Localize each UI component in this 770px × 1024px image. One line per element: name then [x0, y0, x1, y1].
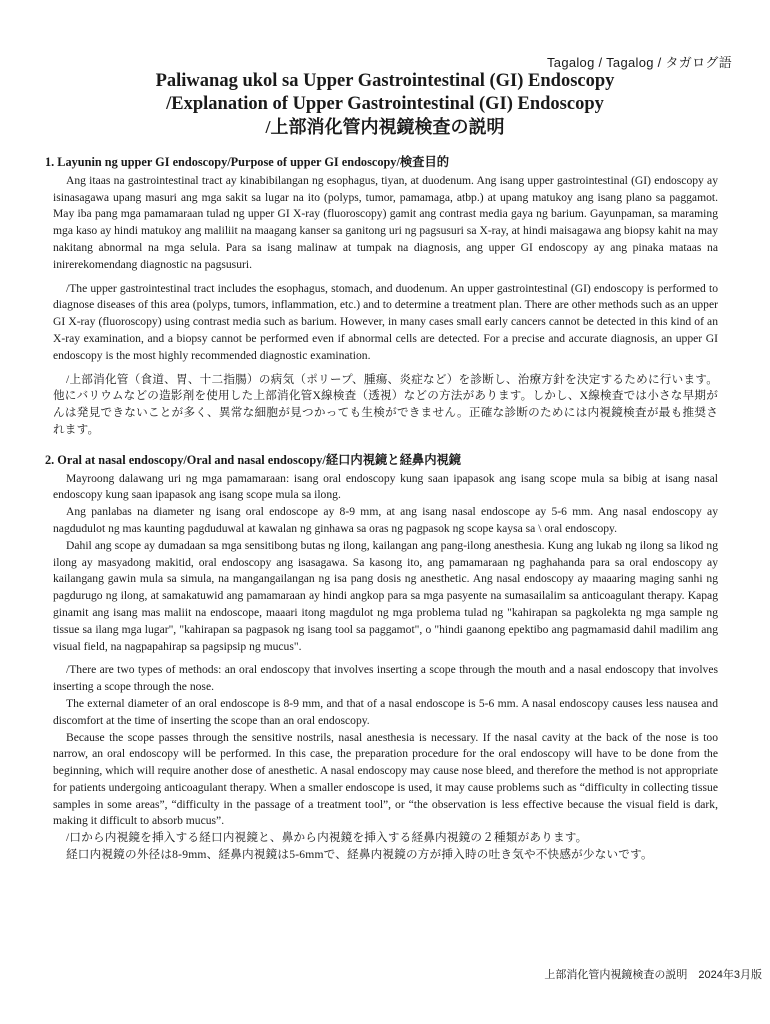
language-label: Tagalog / Tagalog / タガログ語 [546, 55, 732, 70]
document-body [45, 154, 718, 864]
page-footer: 上部消化管内視鏡検査の説明 2024年3月版 [544, 969, 762, 981]
paragraph-english: The external diameter of an oral endoscope is 8-9 mm, and that of a nasal endoscope is 5-6 mm. A nasal endoscopy causes less nausea and discomfort at the time of inserting the scope than an oral endoscopy. [53, 696, 718, 727]
paragraph-tagalog: Mayroong dalawang uri ng mga pamamaraan: isang oral endoscopy kung saan ipapasok ang isang scope mula sa bibig at isang nasal endoscopy kung saan ipapasok ang isang scope mula sa ilong. [53, 471, 718, 502]
section-heading: 1. Layunin ng upper GI endoscopy/Purpose of upper GI endoscopy/検査目的 [45, 155, 450, 169]
paragraph-tagalog: Dahil ang scope ay dumadaan sa mga sensitibong butas ng ilong, kailangan ang pang-ilong anesthesia. Kung ang lukab ng ilong sa likod ng ilong ay masyadong makitid, oral endoscopy ang isasagawa. Sa kasong ito, ang pamamaraan ng paghahanda para sa oral endoscopy ay kailangang gawin mula sa simula, na mangangailangan ng isa pang dosis ng anesthetic. Ang nasal endoscopy ay maaaring maging sanhi ng pagdurugo ng ilong, at samakatuwid ang pamamaraan ay hindi angkop para sa mga pasyente na sumasailalim sa anticoagulant therapy. Kapag ginamit ang isang mas maliit na endoscope, maaari itong magdulot ng mga problema tulad ng "kahirapan sa pagkolekta ng mga sample ng tissue sa ilang mga lugar", "kahirapan sa pagpasok ng isang tool sa paggamot", o "hindi gaanong epektibo ang pagmamasid dahil madilim ang visual field, na nagpapahirap sa pagsipsip ng mucus". [53, 538, 718, 653]
title-tagalog: Paliwanag ukol sa Upper Gastrointestinal (GI) Endoscopy [155, 71, 615, 91]
section-heading: 2. Oral at nasal endoscopy/Oral and nasal endoscopy/経口内視鏡と経鼻内視鏡 [45, 452, 462, 467]
paragraph-japanese: /口から内視鏡を挿入する経口内視鏡と、鼻から内視鏡を挿入する経鼻内視鏡の２種類があります。 [66, 831, 588, 845]
paragraph-english: Because the scope passes through the sensitive nostrils, nasal anesthesia is necessary. If the nasal cavity at the back of the nose is too narrow, an oral endoscopy will be performed. In this case, the preparation procedure for the oral endoscopy will have to be done from the beginning, which will require another dose of anesthetic. A nasal endoscopy may cause nose bleed, and therefore the method is not appropriate for patients undergoing anticoagulant therapy. When a smaller endoscope is used, it may cause problems such as “difficulty in collecting tissue samples in some areas”, “difficulty in the passage of a treatment tool”, or “the observation is less effective because the visual field is dark, making it difficult to absorb mucus”. [53, 730, 718, 828]
title-english: /Explanation of Upper Gastrointestinal (GI) Endoscopy [166, 94, 604, 114]
section-oral-nasal [45, 452, 718, 864]
paragraph-english: /The upper gastrointestinal tract includes the esophagus, stomach, and duodenum. An upper gastrointestinal (GI) endoscopy is performed to diagnose diseases of this area (polyps, tumors, inflammation, etc.) and to determine a treatment plan. There are other methods such as an upper GI X-ray (fluoroscopy) using contrast media such as barium. However, in many cases small early cancers cannot be detected in this kind of an X-ray examination, and a biopsy cannot be performed even if abnormal cells are detected. For a precise and accurate diagnosis, an upper GI endoscopy is the most highly recommended diagnostic examination. [53, 281, 718, 362]
page-title [40, 70, 730, 139]
title-japanese: /上部消化管内視鏡検査の説明 [265, 117, 505, 137]
paragraph-tagalog: Ang itaas na gastrointestinal tract ay kinabibilangan ng esophagus, tiyan, at duodenum. Ang isang upper gastrointestinal (GI) endoscopy ay isinasagawa upang masuri ang mga sakit sa lugar na ito (polyps, tumor, pamamaga, atbp.) at upang matukoy ang isang plano sa paggamot. May iba pang mga pamamaraan tulad ng upper GI X-ray (fluoroscopy) gamit ang contrast media gaya ng barium. Gayunpaman, sa maraming mga kaso ay hindi matukoy ang maliliit na maagang kanser sa ganitong uri ng pagsusuri sa X-ray, at hindi maisagawa ang biopsy kahit na may nakitang abnormal na mga selula. Para sa isang malinaw at tumpak na diagnosis, ang upper GI endoscopy ay ang pinaka mataas na inirerekomendang diagnostic na pagsusuri. [53, 173, 718, 271]
paragraph-tagalog: Ang panlabas na diameter ng isang oral endoscope ay 8-9 mm, at ang isang nasal endoscope ay 5-6 mm. Ang nasal endoscopy ay nagdudulot ng mas kaunting pagduduwal at kawalan ng ginhawa sa oras ng pagpasok ng scope kaysa sa \ oral endoscopy. [53, 505, 718, 535]
paragraph-english: /There are two types of methods: an oral endoscopy that involves inserting a scope through the mouth and a nasal endoscopy that involves inserting a scope through the nose. [53, 663, 718, 694]
paragraph-japanese: /上部消化管（食道、胃、十二指腸）の病気（ポリープ、腫瘍、炎症など）を診断し、治療方針を決定するために行います。他にバリウムなどの造影剤を使用した上部消化管X線検査（透視）などの方法があります。しかし、X線検査では小さな早期がんは発見できないことが多く、異常な細胞が見つかっても生検ができません。正確な診断のためには内視鏡検査が最も推奨されます。 [53, 372, 718, 436]
paragraph-japanese: 経口内視鏡の外径は8-9mm、経鼻内視鏡は5-6mmで、経鼻内視鏡の方が挿入時の吐き気や不快感が少ないです。 [66, 848, 653, 862]
section-purpose [45, 154, 718, 439]
